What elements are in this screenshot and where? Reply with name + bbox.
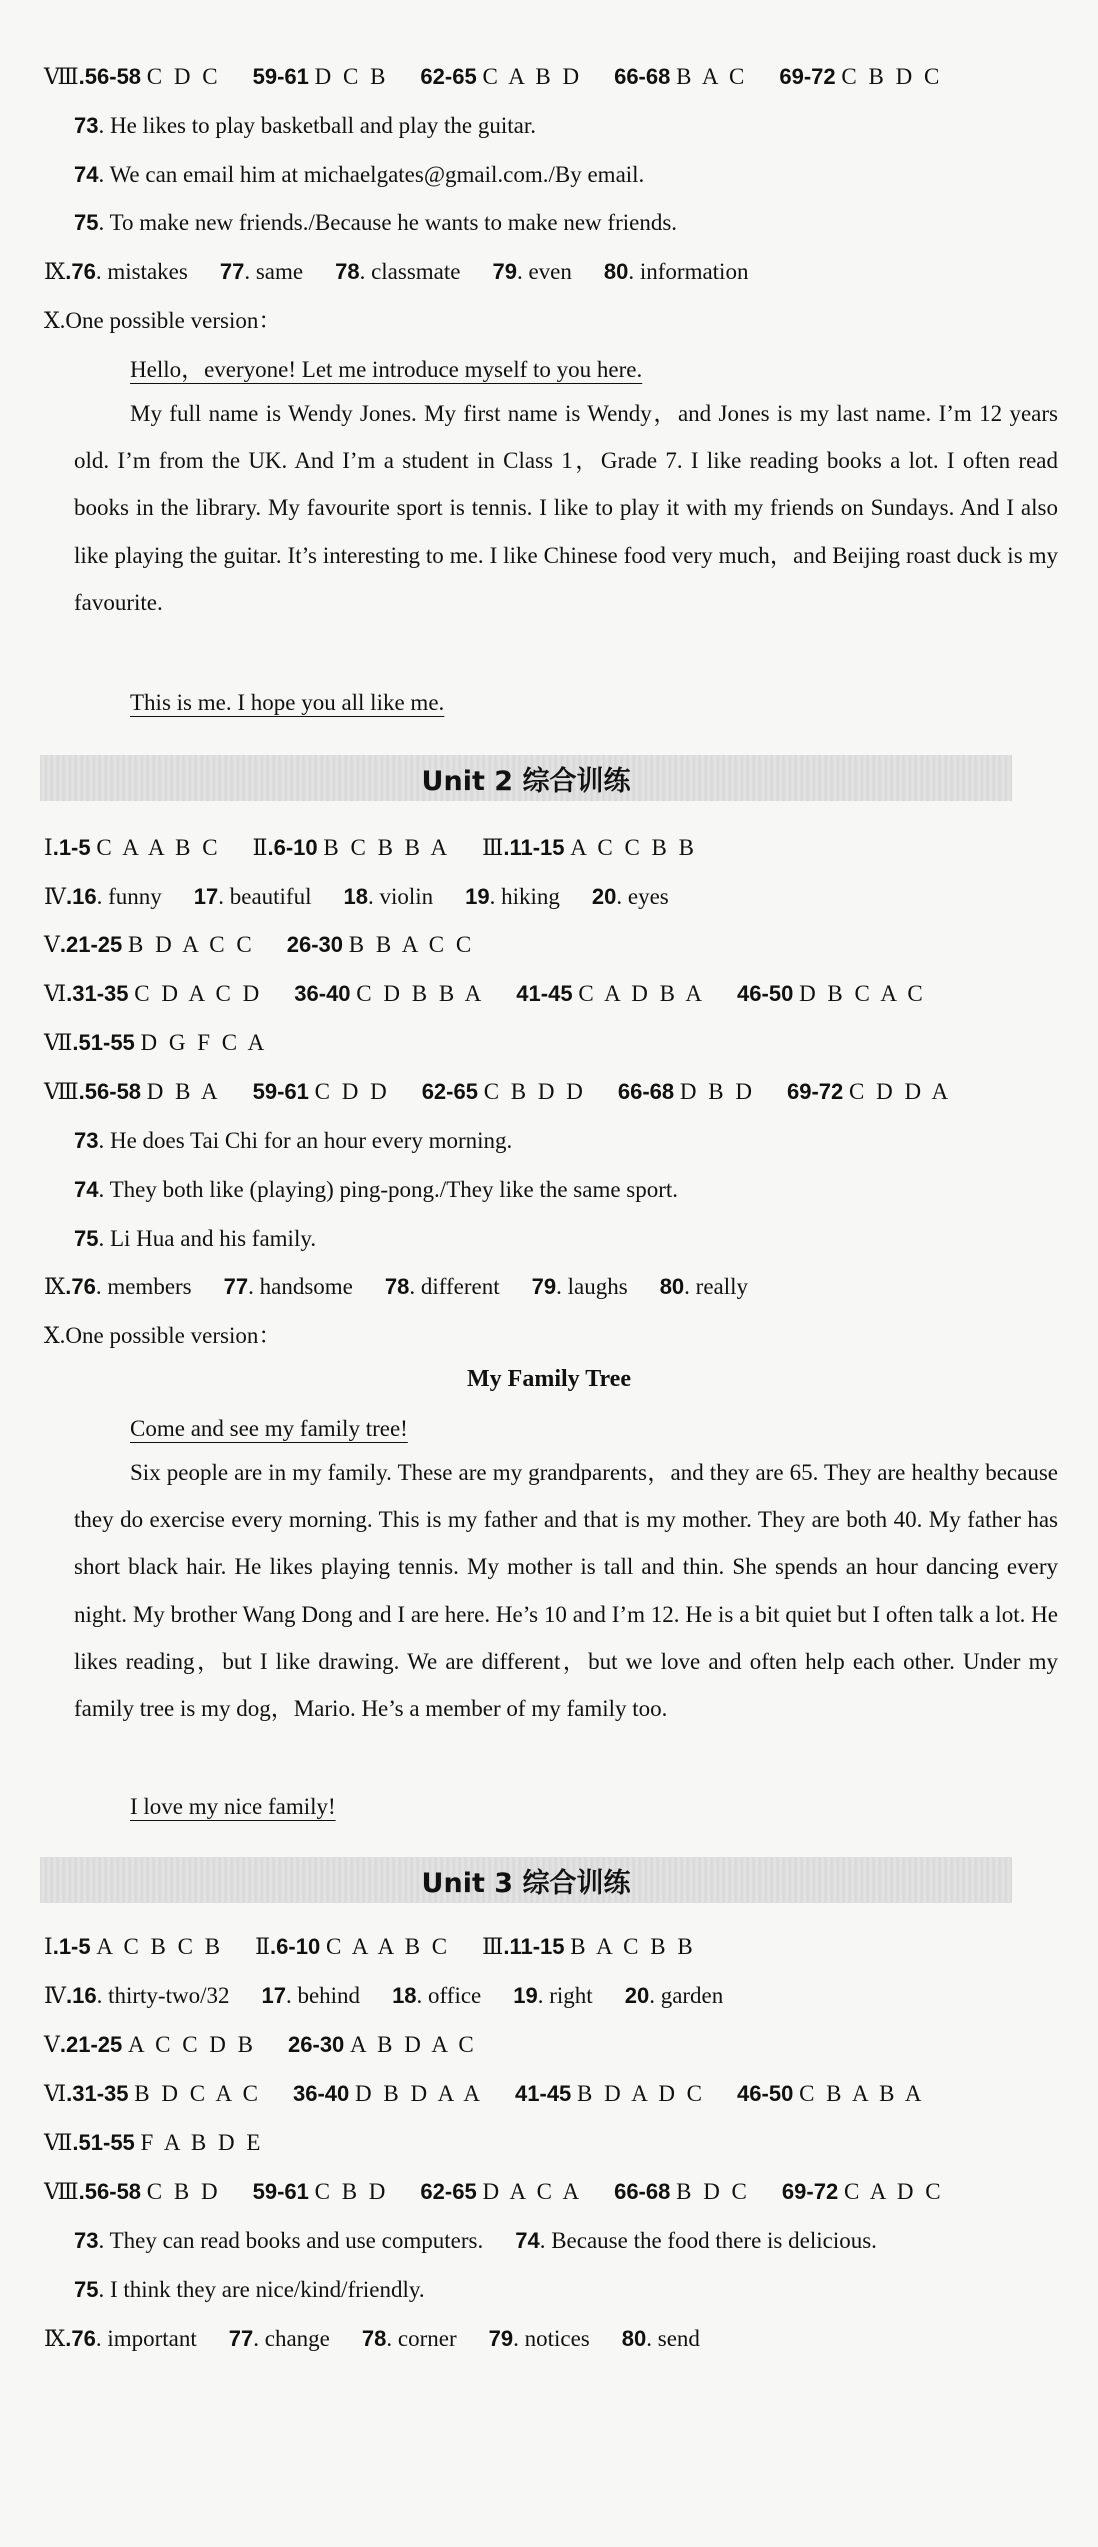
u3-q73-q74 [74,2226,1058,2256]
section-numeral: Ⅶ [44,2131,73,2156]
range: .1-5 [52,835,91,860]
item-word: . corner [386,2326,457,2351]
range: 66-68 [614,2179,671,2204]
range: .56-58 [78,64,142,89]
question-number: 74 [515,2228,540,2253]
item-word: . eyes [616,884,669,909]
item-word: . funny [96,884,162,909]
range: .51-55 [72,2130,135,2155]
section-numeral: Ⅳ [44,885,66,910]
answers: D G F C A [140,1030,268,1055]
range: 62-65 [420,2179,477,2204]
item-word: . same [244,259,304,284]
range: .11-15 [503,1934,565,1959]
section-numeral: Ⅲ [482,836,504,861]
essay-paragraph: My full name is Wendy Jones. My first name is Wendy，and Jones is my last name. I’m 12 years old. I’m from the UK. And I’m a student in Class 1，Grade 7. I like reading books a lot. I often read books in the library. My favourite sport is tennis. I like to play it with my friends on Sundays. And I also like playing the guitar. It’s interesting to me. I like Chinese food very much，and Beijing roast duck is my favourite. [74,401,1058,615]
item-number: 78 [384,1274,410,1299]
u1-q73 [74,111,1058,141]
u2-vi-line [44,979,1058,1010]
answer-text: . Li Hua and his family. [98,1226,317,1251]
section-numeral: Ⅳ [44,1984,66,2009]
item-number: 20 [624,1983,650,2008]
range: 66-68 [617,1079,675,1104]
question-number: 75 [74,2277,99,2302]
answers: A B D A C [350,2032,477,2057]
u1-q75 [74,208,1058,238]
u3-ix-line [44,2324,1058,2355]
item-number: 20 [591,884,617,909]
u1-essay-body [74,390,1058,626]
range: 69-72 [779,64,836,89]
u2-q74 [74,1175,1058,1205]
section-numeral: Ⅰ [44,836,53,861]
u1-x-heading [44,306,1058,337]
answers: C B D [146,2179,221,2204]
u2-x-heading [44,1321,1058,1352]
item-number: 80 [621,2326,647,2351]
answers: B A C B B [570,1934,696,1959]
answer-text: . I think they are nice/kind/friendly. [98,2277,425,2302]
answers: C B D C [841,64,943,89]
item-word: . garden [649,1983,724,2008]
range: 41-45 [516,981,573,1006]
u3-v-line [44,2030,1058,2061]
range: 69-72 [781,2179,839,2204]
item-number: 19 [465,884,490,909]
item-number: 19 [513,1983,538,2008]
section-numeral: Ⅴ [44,2033,60,2058]
item-number: .76 [65,259,96,284]
section-numeral: Ⅴ [44,933,60,958]
item-number: 77 [223,1274,249,1299]
item-word: . different [409,1274,500,1299]
range: .6-10 [267,835,318,860]
section-numeral: Ⅱ [252,836,268,861]
question-number: 75 [74,210,99,235]
section-numeral: Ⅸ [44,260,66,285]
u2-iv-line [44,882,1058,913]
range: .51-55 [72,1030,135,1055]
answers: A C B C B [96,1934,224,1959]
answers: B D A D C [577,2081,706,2106]
item-word: . change [253,2326,330,2351]
opening-sentence: Hello，everyone! Let me introduce myself to you here. [130,357,643,382]
answers: A C C B B [570,835,697,860]
item-number: .16 [65,884,97,909]
item-word: . mistakes [95,259,188,284]
range: 46-50 [737,981,794,1006]
range: 36-40 [293,2081,350,2106]
answers: B D A C C [128,932,255,957]
u3-iv-line [44,1981,1058,2012]
item-number: 18 [343,884,368,909]
u2-q75 [74,1224,1058,1254]
question-number: 75 [74,1226,99,1251]
u3-vii-line [44,2128,1058,2159]
answers: B D C [676,2179,750,2204]
answers: C D C [146,64,221,89]
answers: B A C [676,64,748,89]
answers: D C B [314,64,389,89]
item-word: . really [684,1274,749,1299]
opening-sentence: Come and see my family tree! [130,1416,408,1441]
u2-row1 [44,833,1058,864]
item-number: 78 [361,2326,387,2351]
item-number: 80 [603,259,629,284]
range: 69-72 [786,1079,844,1104]
answers: C B D D [483,1079,586,1104]
range: .6-10 [270,1934,321,1959]
section-numeral: Ⅵ [44,2082,67,2107]
answers: D B D A A [355,2081,484,2106]
answers: B C B B A [323,835,451,860]
range: .56-58 [78,1079,142,1104]
answers: C A D C [843,2179,944,2204]
item-word: . classmate [359,259,461,284]
range: .31-35 [66,2081,129,2106]
section-label: .One possible version： [59,308,282,333]
range: 59-61 [252,64,309,89]
answers: C A A B C [325,1934,451,1959]
item-word: . even [516,259,572,284]
answer-text: . To make new friends./Because he wants to make new friends. [98,210,678,235]
item-number: 18 [392,1983,417,2008]
item-word: . violin [367,884,434,909]
answers: D A C A [482,2179,583,2204]
answers: C D D A [849,1079,952,1104]
answer-text: . They can read books and use computers. [98,2228,484,2253]
range: 66-68 [614,64,671,89]
range: 59-61 [252,1079,309,1104]
answers: D B D [679,1079,755,1104]
closing-sentence: This is me. I hope you all like me. [130,690,445,715]
item-number: 80 [659,1274,685,1299]
item-word: . information [628,259,749,284]
u2-essay-body [74,1449,1058,1732]
item-number: 77 [219,259,245,284]
range: .31-35 [66,981,129,1006]
range: .21-25 [59,2032,123,2057]
item-word: . send [646,2326,700,2351]
u1-q74 [74,160,1058,190]
answers: C A D B A [578,981,706,1006]
item-number: 79 [531,1274,557,1299]
u2-viii-line [44,1077,1058,1108]
item-number: 79 [492,259,517,284]
answers: B B A C C [348,932,475,957]
answer-text: . We can email him at michaelgates@gmail.com./By email. [98,162,645,187]
range: 62-65 [421,1079,478,1104]
range: 26-30 [286,932,344,957]
u2-essay-closing [130,1792,1058,1822]
question-number: 74 [74,1177,99,1202]
item-number: 77 [228,2326,254,2351]
item-word: . hiking [489,884,560,909]
u3-q75 [74,2275,1058,2305]
range: 26-30 [288,2032,345,2057]
answers: C B A B A [799,2081,925,2106]
item-number: .76 [65,2326,96,2351]
unit3-banner: Unit 3 综合训练 [40,1857,1012,1903]
section-numeral: Ⅹ [44,1324,60,1349]
range: 46-50 [737,2081,794,2106]
question-number: 73 [74,2228,99,2253]
question-number: 74 [74,162,99,187]
essay-title: My Family Tree [467,1366,631,1392]
u3-viii-line [44,2177,1058,2208]
item-number: .76 [65,1274,96,1299]
question-number: 73 [74,113,99,138]
section-numeral: Ⅷ [44,2180,79,2205]
answers: C A B D [482,64,583,89]
range: 36-40 [294,981,351,1006]
answers: B D C A C [134,2081,261,2106]
item-number: 17 [193,884,219,909]
item-number: 79 [488,2326,514,2351]
answers: C D D [314,1079,390,1104]
section-numeral: Ⅷ [44,65,79,90]
item-word: . office [416,1983,482,2008]
item-word: . handsome [248,1274,353,1299]
section-numeral: Ⅷ [44,1080,79,1105]
range: .1-5 [52,1934,91,1959]
section-numeral: Ⅶ [44,1031,73,1056]
answer-text: . He does Tai Chi for an hour every morning. [98,1128,513,1153]
u3-row1 [44,1932,1058,1963]
item-word: . notices [513,2326,590,2351]
section-numeral: Ⅸ [44,1275,66,1300]
u2-vii-line [44,1028,1058,1059]
closing-sentence: I love my nice family! [130,1794,336,1819]
range: 59-61 [252,2179,309,2204]
answers: D B A [146,1079,221,1104]
u2-ix-line [44,1272,1058,1303]
answers: C D A C D [134,981,263,1006]
item-word: . important [95,2326,197,2351]
answers: F A B D E [140,2130,264,2155]
u1-viii-line [44,62,1058,93]
item-word: . right [537,1983,593,2008]
item-word: . members [95,1274,192,1299]
answer-text: . They both like (playing) ping-pong./They like the same sport. [98,1177,679,1202]
item-number: 78 [335,259,360,284]
answers: C A A B C [96,835,221,860]
item-word: . beautiful [218,884,312,909]
essay-paragraph: Six people are in my family. These are my grandparents，and they are 65. They are healthy because they do exercise every morning. This is my father and that is my mother. They are both 40. My father has short black hair. He likes playing tennis. My mother is tall and thin. She spends an hour dancing every night. My brother Wang Dong and I are here. He’s 10 and I’m 12. He is a bit quiet but I often talk a lot. He likes reading，but I like drawing. We are different，but we love and often help each other. Under my family tree is my dog，Mario. He’s a member of my family too. [74,1460,1058,1722]
item-word: . laughs [556,1274,628,1299]
u2-q73 [74,1126,1058,1156]
section-numeral: Ⅵ [44,982,67,1007]
range: .56-58 [78,2179,142,2204]
u1-ix-line [44,257,1058,288]
range: .21-25 [59,932,123,957]
answer-text: . He likes to play basketball and play the guitar. [98,113,537,138]
answers: C D B B A [356,981,485,1006]
u3-vi-line [44,2079,1058,2110]
item-word: . behind [285,1983,361,2008]
section-numeral: Ⅱ [255,1935,271,1960]
answers: D B C A C [799,981,926,1006]
item-number: 17 [261,1983,286,2008]
section-numeral: Ⅲ [482,1935,504,1960]
item-word: . thirty-two/32 [96,1983,230,2008]
answers: C B D [314,2179,389,2204]
u1-essay-opening [130,355,1058,385]
answers: A C C D B [128,2032,257,2057]
section-numeral: Ⅹ [44,309,60,334]
unit2-banner: Unit 2 综合训练 [40,755,1012,801]
range: 41-45 [515,2081,572,2106]
u2-v-line [44,930,1058,961]
range: 62-65 [420,64,477,89]
section-label: .One possible version： [59,1323,282,1348]
answer-text: . Because the food there is delicious. [539,2228,877,2253]
u2-essay-opening [130,1414,1058,1444]
item-number: .16 [65,1983,97,2008]
range: .11-15 [503,835,565,860]
u1-essay-closing [130,688,1058,718]
question-number: 73 [74,1128,99,1153]
section-numeral: Ⅸ [44,2327,66,2352]
section-numeral: Ⅰ [44,1935,53,1960]
